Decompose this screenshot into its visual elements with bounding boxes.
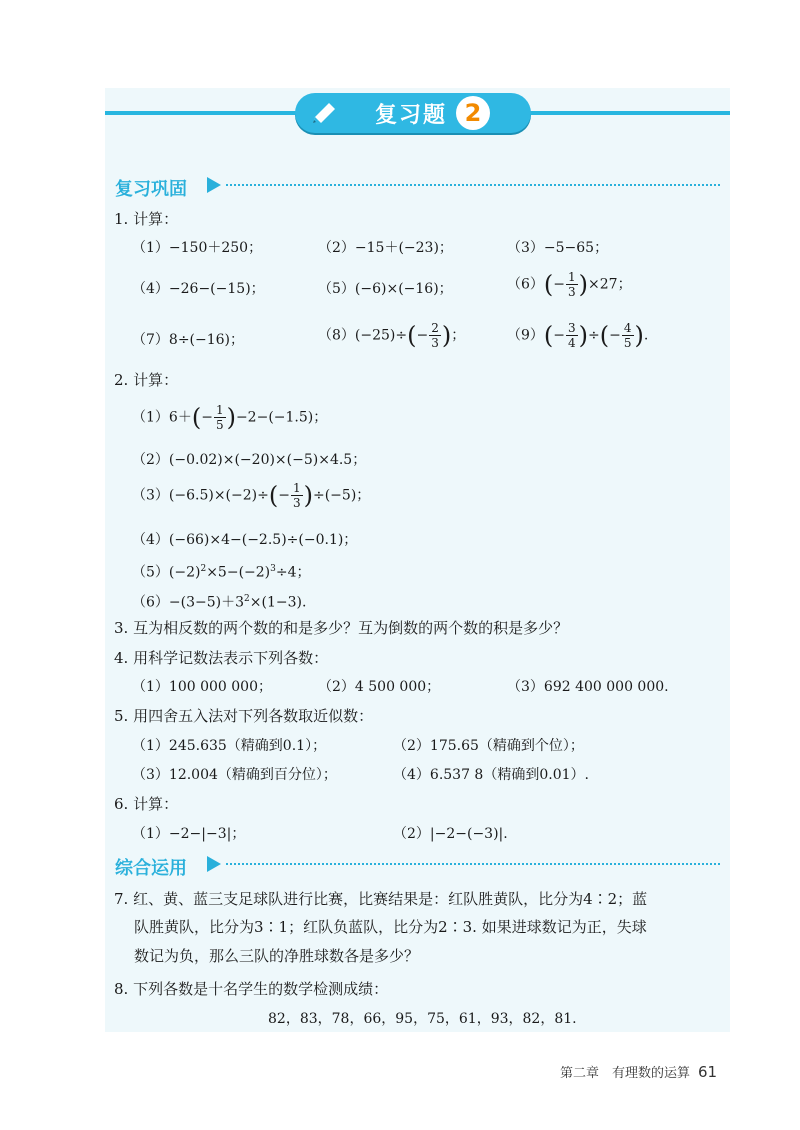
q2-item: （3）(−6.5)×(−2)÷(− $\frac{1}{3}$ )÷(−5)； <box>132 481 371 510</box>
q5-item: （4）6.537 8（精确到0.01）. <box>393 767 589 783</box>
q2-item: $(6)-(3-5)+3^2\times(1-3)$. <box>132 594 307 611</box>
q4-item: （2）4 500 000； <box>318 679 441 695</box>
section-divider <box>226 863 720 865</box>
q1-item: （4）−26−(−15)； <box>132 281 265 297</box>
chapter-label: 第二章 有理数的运算 <box>560 1066 691 1081</box>
q7-line: 7. 红、黄、蓝三支足球队进行比赛，比赛结果是：红队胜黄队，比分为4∶2；蓝 <box>114 890 648 908</box>
q2-heading: 2. 计算： <box>114 371 179 389</box>
q2-item: （4）(−66)×4−(−2.5)÷(−0.1)； <box>132 532 358 548</box>
section-divider <box>226 184 720 186</box>
q1-item: （8）(−25)÷(− $\frac{2}{3}$ )； <box>318 321 466 350</box>
q6-item: （2）|−2−(−3)|. <box>393 826 508 842</box>
q1-item: （7）8÷(−16)； <box>132 332 245 348</box>
q5-item: （2）175.65（精确到个位）； <box>393 738 584 754</box>
section-heading-review: 复习巩固 <box>115 179 187 200</box>
q2-item: （2）(−0.02)×(−20)×(−5)×4.5； <box>132 452 367 468</box>
pencil-icon <box>309 99 339 129</box>
q5-heading: 5. 用四舍五入法对下列各数取近似数： <box>114 707 374 725</box>
page-title: 复习题 <box>375 103 448 128</box>
section-heading-application: 综合运用 <box>115 858 187 879</box>
section-arrow-icon <box>207 177 221 193</box>
q8-data: 82，83，78，66，95，75，61，93，82，81. <box>268 1011 577 1027</box>
q7-line: 队胜黄队，比分为3∶1；红队负蓝队，比分为2∶3. 如果进球数记为正，失球 <box>134 918 647 936</box>
q4-heading: 4. 用科学记数法表示下列各数： <box>114 649 329 667</box>
q8-heading: 8. 下列各数是十名学生的数学检测成绩： <box>114 980 389 998</box>
q2-item: （1）6＋(− $\frac{1}{5}$ )−2−(−1.5)； <box>132 403 328 432</box>
q1-heading: 1. 计算： <box>114 210 179 228</box>
q7-line: 数记为负，那么三队的净胜球数各是多少？ <box>134 947 420 965</box>
section-arrow-icon <box>207 856 221 872</box>
title-number-badge: 2 <box>456 96 490 130</box>
q4-item: （1）100 000 000； <box>132 679 272 695</box>
q1-item: （3）−5−65； <box>507 240 609 256</box>
q5-item: （3）12.004（精确到百分位）； <box>132 767 337 783</box>
q2-item: $(5)(-2)^2\times 5-(-2)^3\div 4$； <box>132 564 311 581</box>
q6-item: （1）−2−|−3|； <box>132 826 246 842</box>
q6-heading: 6. 计算： <box>114 795 179 813</box>
q1-item: （5）(−6)×(−16)； <box>318 281 453 297</box>
q1-item: （2）−15＋(−23)； <box>318 240 453 256</box>
page-number: 61 <box>698 1063 718 1081</box>
q1-item: （6）(− $\frac{1}{3}$ )×27； <box>507 270 632 299</box>
q1-item: （1）−150＋250； <box>132 240 263 256</box>
q5-item: （1）245.635（精确到0.1）； <box>132 738 327 754</box>
q3-text: 3. 互为相反数的两个数的和是多少？互为倒数的两个数的积是多少？ <box>114 619 569 637</box>
q1-item: （9）(− $\frac{3}{4}$ )÷(− $\frac{4}{5}$ ). <box>507 321 649 350</box>
page-footer <box>560 1062 717 1081</box>
q4-item: （3）692 400 000 000. <box>507 679 669 695</box>
